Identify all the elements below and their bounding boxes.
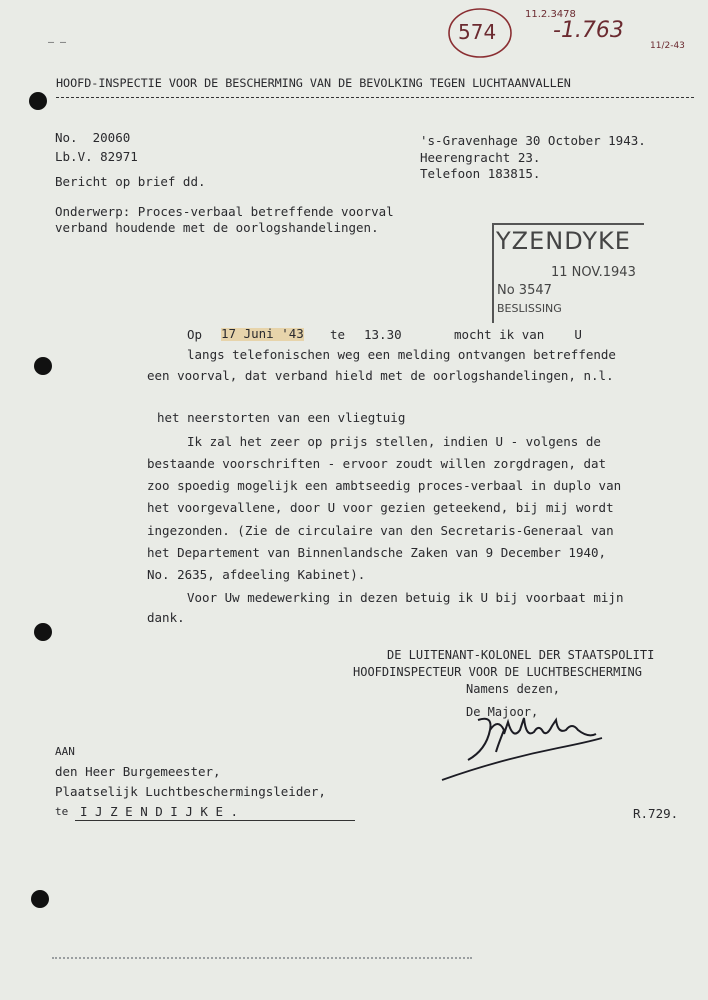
stamp-number: No 3547 [497, 283, 552, 298]
incident-time: 13.30 [364, 327, 402, 342]
archive-pencil-ref: 11.2.3478 [525, 9, 576, 20]
archive-pencil-code: -1.763 [553, 18, 624, 43]
signature-namens: Namens dezen, [466, 682, 560, 696]
stamp-town: YZENDYKE [496, 227, 631, 255]
addressee-te: te [55, 805, 69, 818]
subject-line: verband houdende met de oorlogshandelingen. [55, 220, 379, 235]
reference-number: No. 20060 [55, 130, 131, 145]
subject-line: Onderwerp: Proces-verbaal betreffende voorval [55, 204, 394, 219]
reference-bericht: Bericht op brief dd. [55, 174, 206, 189]
body-text: Ik zal het zeer op prijs stellen, indien U - volgens de [187, 434, 601, 449]
bottom-bleed-line [52, 957, 472, 959]
body-text: bestaande voorschriften - ervoor zoudt willen zorgdragen, dat [147, 456, 607, 471]
addressee-underline [75, 820, 355, 821]
body-text: Voor Uw medewerking in dezen betuig ik U bij voorbaat mijn [187, 590, 624, 605]
body-text: zoo spoedig mogelijk een ambtseedig proces-verbaal in duplo van [147, 478, 622, 493]
punch-hole [34, 623, 52, 641]
body-text: het Departement van Binnenlandsche Zaken van 9 December 1940, [147, 545, 607, 560]
street-address: Heerengracht 23. [420, 150, 541, 165]
body-te: te [330, 327, 346, 342]
addressee-aan: AAN [55, 745, 75, 758]
body-op: Op [187, 327, 203, 342]
handwritten-signature [438, 700, 608, 786]
incident-description: het neerstorten van een vliegtuig [157, 410, 406, 425]
place-date: 's-Gravenhage 30 October 1943. [420, 133, 646, 148]
body-text: het voorgevallene, door U voor gezien geteekend, bij mij wordt [147, 500, 614, 515]
punch-hole [31, 890, 49, 908]
body-text: mocht ik van U [454, 327, 582, 342]
stamp-label: BESLISSING [497, 302, 562, 315]
form-code: R.729. [633, 806, 679, 821]
body-text: dank. [147, 610, 185, 625]
stamp-date: 11 NOV.1943 [551, 265, 636, 280]
punch-hole [34, 357, 52, 375]
punch-hole [29, 92, 47, 110]
body-text: een voorval, dat verband hield met de oorlogshandelingen, n.l. [147, 368, 614, 383]
addressee-town: I J Z E N D I J K E . [80, 804, 239, 819]
telephone: Telefoon 183815. [420, 166, 541, 181]
letterhead-title: HOOFD-INSPECTIE VOOR DE BESCHERMING VAN DE BEVOLKING TEGEN LUCHTAANVALLEN [56, 76, 571, 90]
archive-pencil-small: 11/2-43 [650, 41, 685, 51]
addressee-line: Plaatselijk Luchtbeschermingsleider, [55, 784, 326, 799]
body-text: langs telefonischen weg een melding ontvangen betreffende [187, 347, 616, 362]
signature-title: HOOFDINSPECTEUR VOOR DE LUCHTBESCHERMING [353, 665, 642, 679]
header-divider [56, 97, 694, 98]
signature-title: DE LUITENANT-KOLONEL DER STAATSPOLITI [387, 648, 655, 662]
archive-number: 574 [458, 20, 497, 44]
addressee-line: den Heer Burgemeester, [55, 764, 221, 779]
signature-role: De Majoor, [466, 705, 539, 719]
incident-date: 17 Juni '43 [221, 326, 304, 341]
dash-mark: — — [48, 37, 67, 48]
body-text: ingezonden. (Zie de circulaire van den Secretaris-Generaal van [147, 523, 614, 538]
body-text: No. 2635, afdeeling Kabinet). [147, 567, 366, 582]
reference-lbv: Lb.V. 82971 [55, 149, 138, 164]
